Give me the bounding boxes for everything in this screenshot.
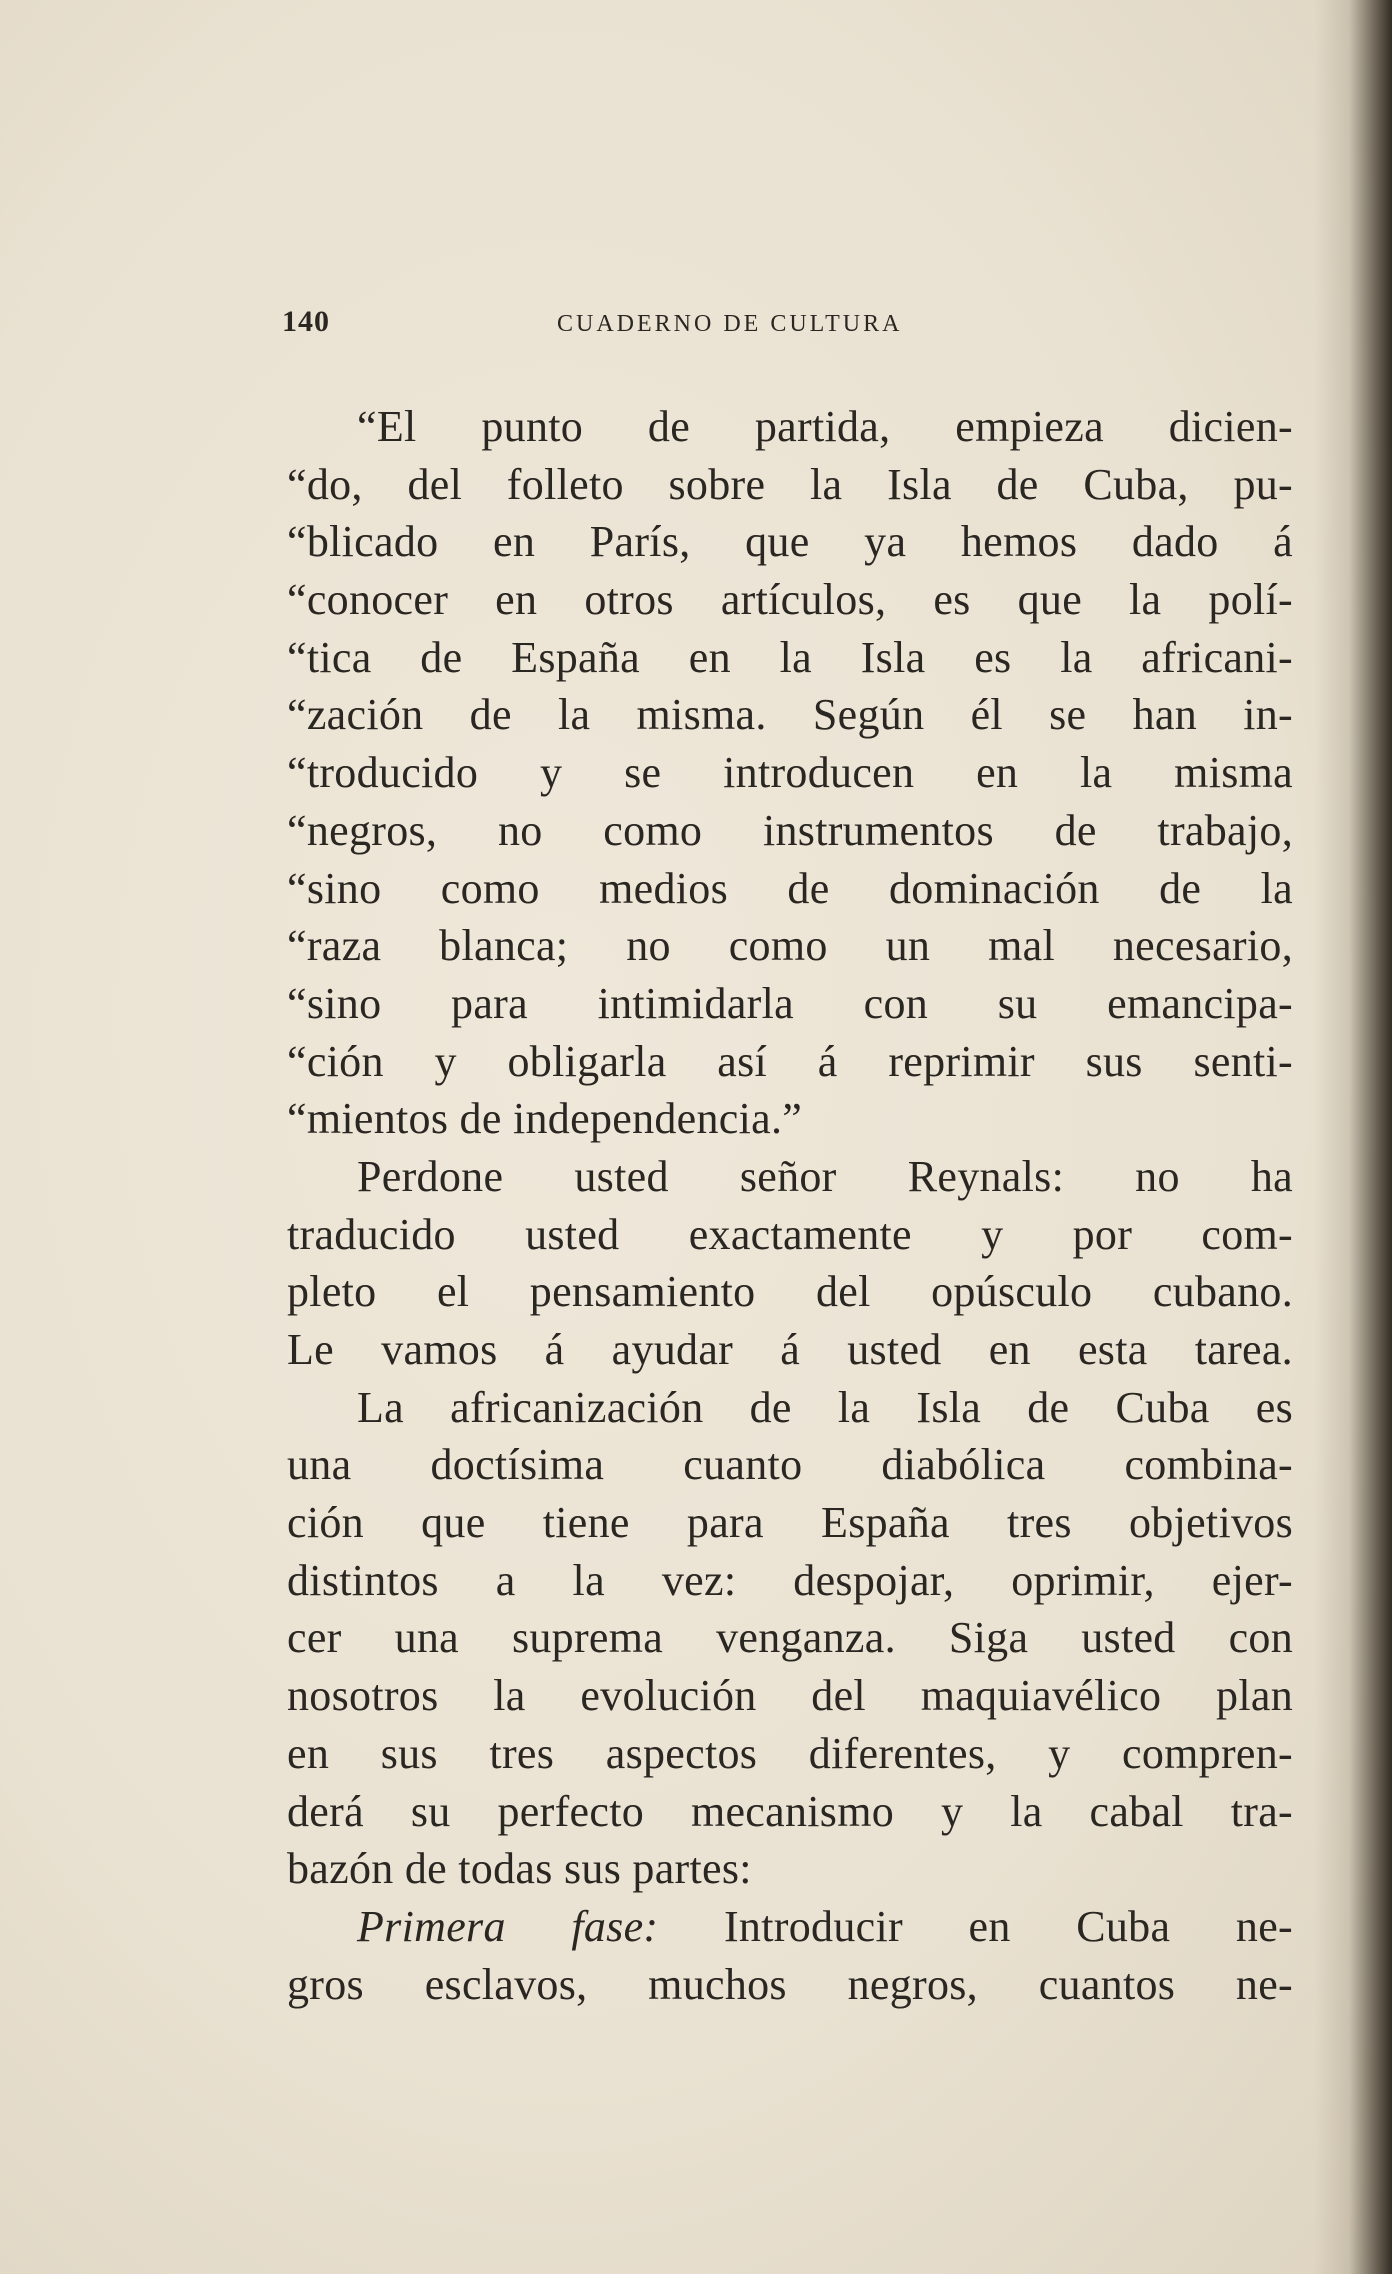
text-line: bazón de todas sus partes: bbox=[287, 1844, 752, 1894]
text-line: “blicado en París, que ya hemos dado á bbox=[287, 517, 1293, 567]
text-line: Le vamos á ayudar á usted en esta tarea. bbox=[287, 1325, 1293, 1374]
running-head: CUADERNO DE CULTURA bbox=[557, 311, 903, 337]
text-line: cer una suprema venganza. Siga usted con bbox=[287, 1613, 1293, 1663]
text-line: “negros, no como instrumentos de trabajo, bbox=[287, 805, 1293, 855]
page-header bbox=[282, 305, 1292, 355]
text-line: en sus tres aspectos diferentes, y compren- bbox=[287, 1728, 1293, 1778]
text-line: “zación de la misma. Según él se han in- bbox=[287, 690, 1293, 740]
italic-label: Primera fase: bbox=[357, 1901, 659, 1951]
body-text bbox=[287, 398, 1293, 2013]
text-line: derá su perfecto mecanismo y la cabal tra- bbox=[287, 1786, 1293, 1836]
text-line: “El punto de partida, empieza dicien- bbox=[357, 402, 1293, 451]
text-line: una doctísima cuanto diabólica combina- bbox=[287, 1440, 1293, 1490]
text-line: nosotros la evolución del maquiavélico plan bbox=[287, 1671, 1293, 1721]
text-line: distintos a la vez: despojar, oprimir, ejer- bbox=[287, 1555, 1293, 1605]
text-line-rest: Introducir en Cuba ne- bbox=[723, 1901, 1293, 1951]
text-line: ción que tiene para España tres objetivos bbox=[287, 1498, 1293, 1548]
text-line: La africanización de la Isla de Cuba es bbox=[357, 1382, 1293, 1432]
text-line: “do, del folleto sobre la Isla de Cuba, pu- bbox=[287, 459, 1293, 509]
text-line: Perdone usted señor Reynals: no ha bbox=[357, 1151, 1293, 1201]
text-line: “raza blanca; no como un mal necesario, bbox=[287, 921, 1293, 971]
text-line: “tica de España en la Isla es la africani- bbox=[287, 632, 1293, 682]
page-number: 140 bbox=[282, 305, 330, 338]
page-edge-shadow bbox=[1314, 0, 1392, 2274]
text-line: “sino para intimidarla con su emancipa- bbox=[287, 978, 1293, 1028]
text-line: pleto el pensamiento del opúsculo cubano. bbox=[287, 1267, 1293, 1317]
text-line: “troducido y se introducen en la misma bbox=[287, 748, 1293, 798]
text-line: “sino como medios de dominación de la bbox=[287, 863, 1293, 913]
text-line: gros esclavos, muchos negros, cuantos ne- bbox=[287, 1959, 1293, 2009]
text-line: “mientos de independencia.” bbox=[287, 1094, 803, 1144]
text-line-with-label bbox=[287, 1898, 1293, 1956]
text-line: “ción y obligarla así á reprimir sus senti- bbox=[287, 1036, 1293, 1086]
text-line: traducido usted exactamente y por com- bbox=[287, 1209, 1293, 1259]
text-line: “conocer en otros artículos, es que la polí- bbox=[287, 575, 1293, 625]
